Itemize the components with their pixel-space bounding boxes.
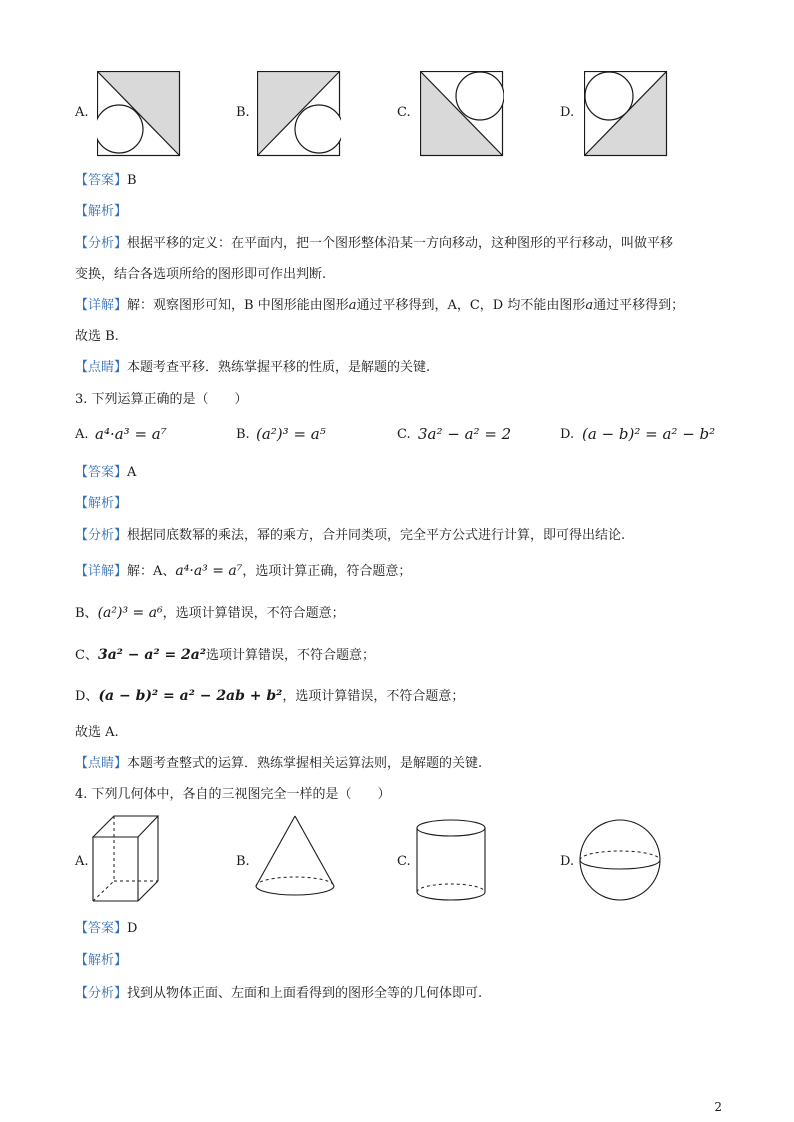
q3-xiangjie-d-text: ，选项计算错误，不符合题意； bbox=[282, 689, 465, 704]
q2-answer: B bbox=[127, 173, 137, 188]
q2-var-a: a bbox=[348, 298, 357, 313]
q4-figure-sphere bbox=[578, 818, 662, 902]
q2-answer-line bbox=[75, 171, 137, 191]
q3-option-a-label: A. bbox=[75, 427, 89, 442]
q4-fenxi-text: 找到从物体正面、左面和上面看得到的图形全等的几何体即可. bbox=[127, 986, 483, 1001]
q3-option-b-label: B. bbox=[236, 427, 250, 442]
q2-option-d-label: D. bbox=[560, 105, 575, 120]
q2-dianjing-line bbox=[75, 358, 430, 378]
fenxi-tag: 【分析】 bbox=[75, 236, 128, 251]
q2-figure-c bbox=[420, 71, 504, 157]
q3-fenxi-line bbox=[75, 526, 625, 546]
q3-fenxi-text: 根据同底数幂的乘法，幂的乘方，合并同类项，完全平方公式进行计算，即可得出结论. bbox=[127, 528, 626, 543]
q4-stem: 4. 下列几何体中，各自的三视图完全一样的是（ ） bbox=[75, 787, 391, 802]
q3-xiangjie-a bbox=[75, 561, 411, 582]
q2-analysis-tag: 【解析】 bbox=[75, 204, 128, 219]
dianjing-tag: 【点睛】 bbox=[75, 360, 128, 375]
q3-xiangjie-b-expr: (a²)³ = a⁶ bbox=[97, 605, 163, 621]
q2-xiangjie-text-1: 解：观察图形可知，B 中图形能由图形 bbox=[127, 298, 349, 313]
q3-answer-line bbox=[75, 463, 136, 483]
q2-fenxi-line-2: 变换，结合各选项所给的图形即可作出判断. bbox=[75, 267, 327, 282]
q4-figure-prism bbox=[92, 813, 162, 905]
q3-xiangjie-b bbox=[75, 603, 345, 624]
q4-option-c-label: C. bbox=[397, 854, 411, 869]
q4-answer-line bbox=[75, 919, 137, 939]
q2-var-a-2: a bbox=[585, 298, 594, 313]
q3-option-d-expr: (a − b)² = a² − b² bbox=[582, 425, 716, 443]
q2-xiangjie-text-2: 通过平移得到，A，C，D 均不能由图形 bbox=[356, 298, 586, 313]
page-number: 2 bbox=[714, 1100, 722, 1114]
q3-analysis-tag: 【解析】 bbox=[75, 496, 128, 511]
q3-xiangjie-c-expr: 3a² − a² = 2a² bbox=[97, 647, 207, 663]
q3-option-c-label: C. bbox=[397, 427, 411, 442]
q2-option-b-label: B. bbox=[236, 105, 250, 120]
q3-xiangjie-d-expr: (a − b)² = a² − 2ab + b² bbox=[98, 688, 283, 704]
q2-fenxi-text-1: 根据平移的定义：在平面内，把一个图形整体沿某一方向移动，这种图形的平行移动，叫做平移 bbox=[127, 236, 674, 251]
xiangjie-tag: 【详解】 bbox=[75, 298, 128, 313]
q3-conclusion: 故选 A. bbox=[75, 725, 119, 740]
fenxi-tag: 【分析】 bbox=[75, 528, 128, 543]
q3-xiangjie-b-prefix: B、 bbox=[75, 606, 98, 621]
answer-tag: 【答案】 bbox=[75, 921, 128, 936]
q2-xiangjie-text-3: 通过平移得到； bbox=[593, 298, 685, 313]
q4-analysis-tag: 【解析】 bbox=[75, 953, 128, 968]
dianjing-tag: 【点睛】 bbox=[75, 756, 128, 771]
q4-figure-cone bbox=[253, 814, 337, 898]
q2-xiangjie-line-2: 故选 B. bbox=[75, 329, 119, 344]
q3-option-c-expr: 3a² − a² = 2 bbox=[418, 425, 512, 443]
xiangjie-tag: 【详解】 bbox=[75, 564, 128, 579]
q2-dianjing-text: 本题考查平移．熟练掌握平移的性质，是解题的关键. bbox=[127, 360, 431, 375]
q4-option-b-label: B. bbox=[236, 854, 250, 869]
q3-answer: A bbox=[127, 465, 137, 480]
q2-fenxi-line-1 bbox=[75, 234, 673, 254]
q4-fenxi-line bbox=[75, 984, 482, 1004]
q2-figure-a bbox=[97, 71, 181, 157]
q4-option-d-label: D. bbox=[560, 854, 575, 869]
q3-xiangjie-d-prefix: D、 bbox=[75, 689, 99, 704]
q3-xiangjie-c-text: 选项计算错误，不符合题意； bbox=[206, 648, 376, 663]
q3-xiangjie-c-prefix: C、 bbox=[75, 648, 98, 663]
q2-xiangjie-line-1 bbox=[75, 296, 684, 316]
q3-xiangjie-c bbox=[75, 645, 375, 666]
q3-xiangjie-d bbox=[75, 686, 464, 707]
answer-tag: 【答案】 bbox=[75, 465, 128, 480]
q2-figure-d bbox=[584, 71, 668, 157]
answer-tag: 【答案】 bbox=[75, 173, 128, 188]
q4-figure-cylinder bbox=[414, 818, 488, 904]
q4-option-a-label: A. bbox=[75, 854, 89, 869]
q2-option-c-label: C. bbox=[397, 105, 411, 120]
q4-answer: D bbox=[127, 921, 138, 936]
q3-option-b-expr: (a²)³ = a⁵ bbox=[256, 425, 326, 443]
q3-stem: 3. 下列运算正确的是（ ） bbox=[75, 392, 248, 407]
q2-figure-b bbox=[257, 71, 341, 157]
q3-option-a-expr: a⁴·a³ = a⁷ bbox=[95, 425, 167, 443]
q3-dianjing-text: 本题考查整式的运算．熟练掌握相关运算法则，是解题的关键. bbox=[127, 756, 483, 771]
q3-xiangjie-a-expr: a⁴·a³ = a⁷ bbox=[175, 563, 243, 579]
q3-xiangjie-a-prefix: 解：A、 bbox=[127, 564, 176, 579]
fenxi-tag: 【分析】 bbox=[75, 986, 128, 1001]
q2-option-a-label: A. bbox=[75, 105, 89, 120]
q3-xiangjie-b-text: ，选项计算错误，不符合题意； bbox=[162, 606, 345, 621]
q3-xiangjie-a-text: ，选项计算正确，符合题意； bbox=[242, 564, 412, 579]
q3-option-d-label: D. bbox=[560, 427, 575, 442]
q3-dianjing-line bbox=[75, 754, 482, 774]
